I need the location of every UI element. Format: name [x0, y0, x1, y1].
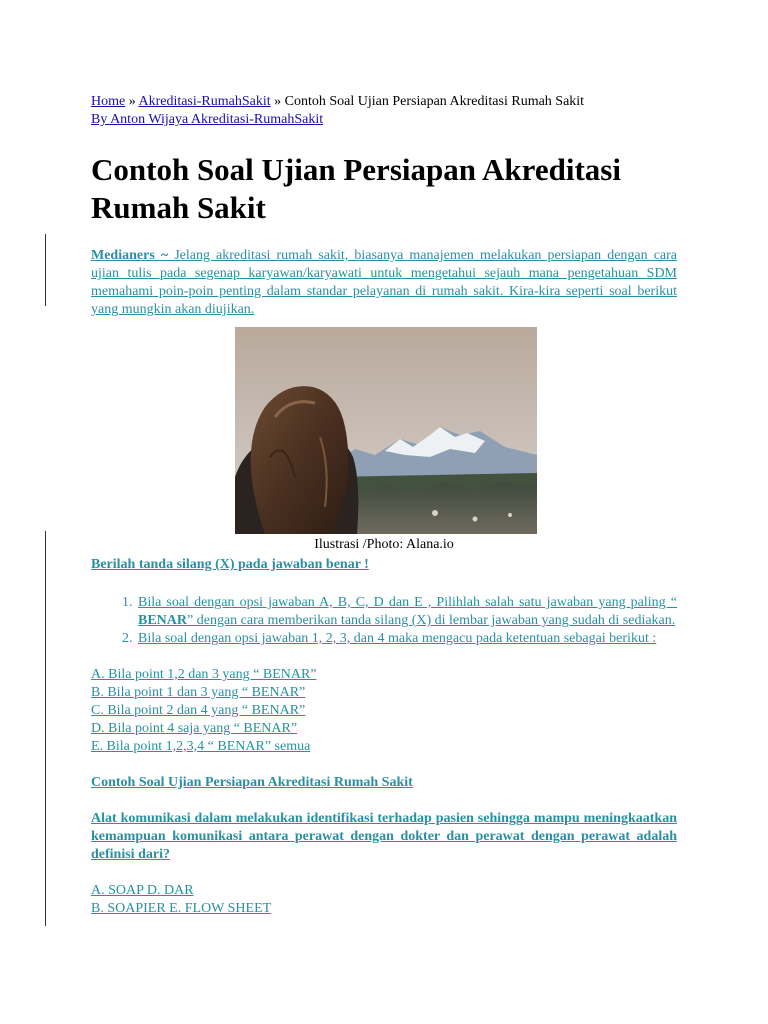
breadcrumb-separator: » — [274, 94, 282, 109]
breadcrumb-home-link[interactable]: Home — [91, 94, 126, 109]
rule-emphasis: BENAR — [138, 613, 188, 628]
intro-text: Jelang akreditasi rumah sakit, biasanya manajemen melakukan persiapan dengan cara ujian tulis pada segenap karyawan/karyawati untuk mengetahui sejauh mana pengetahuan SDM memahami poin-poin penting dalam standar pelayanan di rumah sakit. Kira-kira seperti soal berikut yang mungkin akan diujikan. — [91, 248, 677, 317]
rule-text: Bila soal dengan opsi jawaban A, B, C, D dan E , Pilihlah salah satu jawaban yang paling “ — [138, 595, 677, 610]
list-item[interactable] — [136, 594, 677, 630]
question-text[interactable]: Alat komunikasi dalam melakukan identifikasi terhadap pasien sehingga mampu meningkaatkan kemampuan komunikasi antara perawat dengan dokter dan perawat dengan perawat adalah definisi dari? — [91, 811, 677, 862]
list-item[interactable]: A. SOAP D. DAR — [91, 883, 194, 898]
breadcrumb-separator: » — [128, 94, 136, 109]
list-item[interactable]: E. Bila point 1,2,3,4 “ BENAR” semua — [91, 739, 311, 754]
breadcrumb-category-link[interactable]: Akreditasi-RumahSakit — [138, 94, 271, 109]
answers-list — [91, 882, 677, 918]
page-title: Contoh Soal Ujian Persiapan Akreditasi Rumah Sakit — [91, 152, 621, 225]
rule-text: ” dengan cara memberikan tanda silang (X) di lembar jawaban yang sudah di sediakan. — [187, 613, 676, 628]
article — [91, 93, 677, 918]
list-item[interactable]: C. Bila point 2 dan 4 yang “ BENAR” — [91, 703, 306, 718]
illustration-photo — [235, 327, 537, 534]
list-item[interactable]: B. SOAPIER E. FLOW SHEET — [91, 901, 272, 916]
intro-lead: Medianers ~ — [91, 248, 169, 263]
margin-line-top — [45, 234, 46, 306]
intro-paragraph[interactable] — [91, 247, 677, 319]
list-item[interactable]: D. Bila point 4 saja yang “ BENAR” — [91, 721, 298, 736]
rule-text: Bila soal dengan opsi jawaban 1, 2, 3, dan 4 maka mengacu pada ketentuan sebagai berikut : — [138, 631, 657, 646]
margin-line-bottom — [45, 531, 46, 926]
section-heading[interactable]: Contoh Soal Ujian Persiapan Akreditasi Rumah Sakit — [91, 775, 413, 790]
options-list — [91, 666, 677, 756]
breadcrumb-current: Contoh Soal Ujian Persiapan Akreditasi Rumah Sakit — [284, 94, 585, 109]
byline-link[interactable]: By Anton Wijaya Akreditasi-RumahSakit — [91, 112, 324, 127]
list-item[interactable]: B. Bila point 1 dan 3 yang “ BENAR” — [91, 685, 306, 700]
breadcrumb — [91, 93, 677, 111]
list-item[interactable] — [136, 630, 677, 648]
figure-caption: Ilustrasi /Photo: Alana.io — [314, 537, 454, 552]
instruction-text[interactable]: Berilah tanda silang (X) pada jawaban benar ! — [91, 557, 369, 572]
rules-list — [91, 594, 677, 648]
list-item[interactable]: A. Bila point 1,2 dan 3 yang “ BENAR” — [91, 667, 317, 682]
